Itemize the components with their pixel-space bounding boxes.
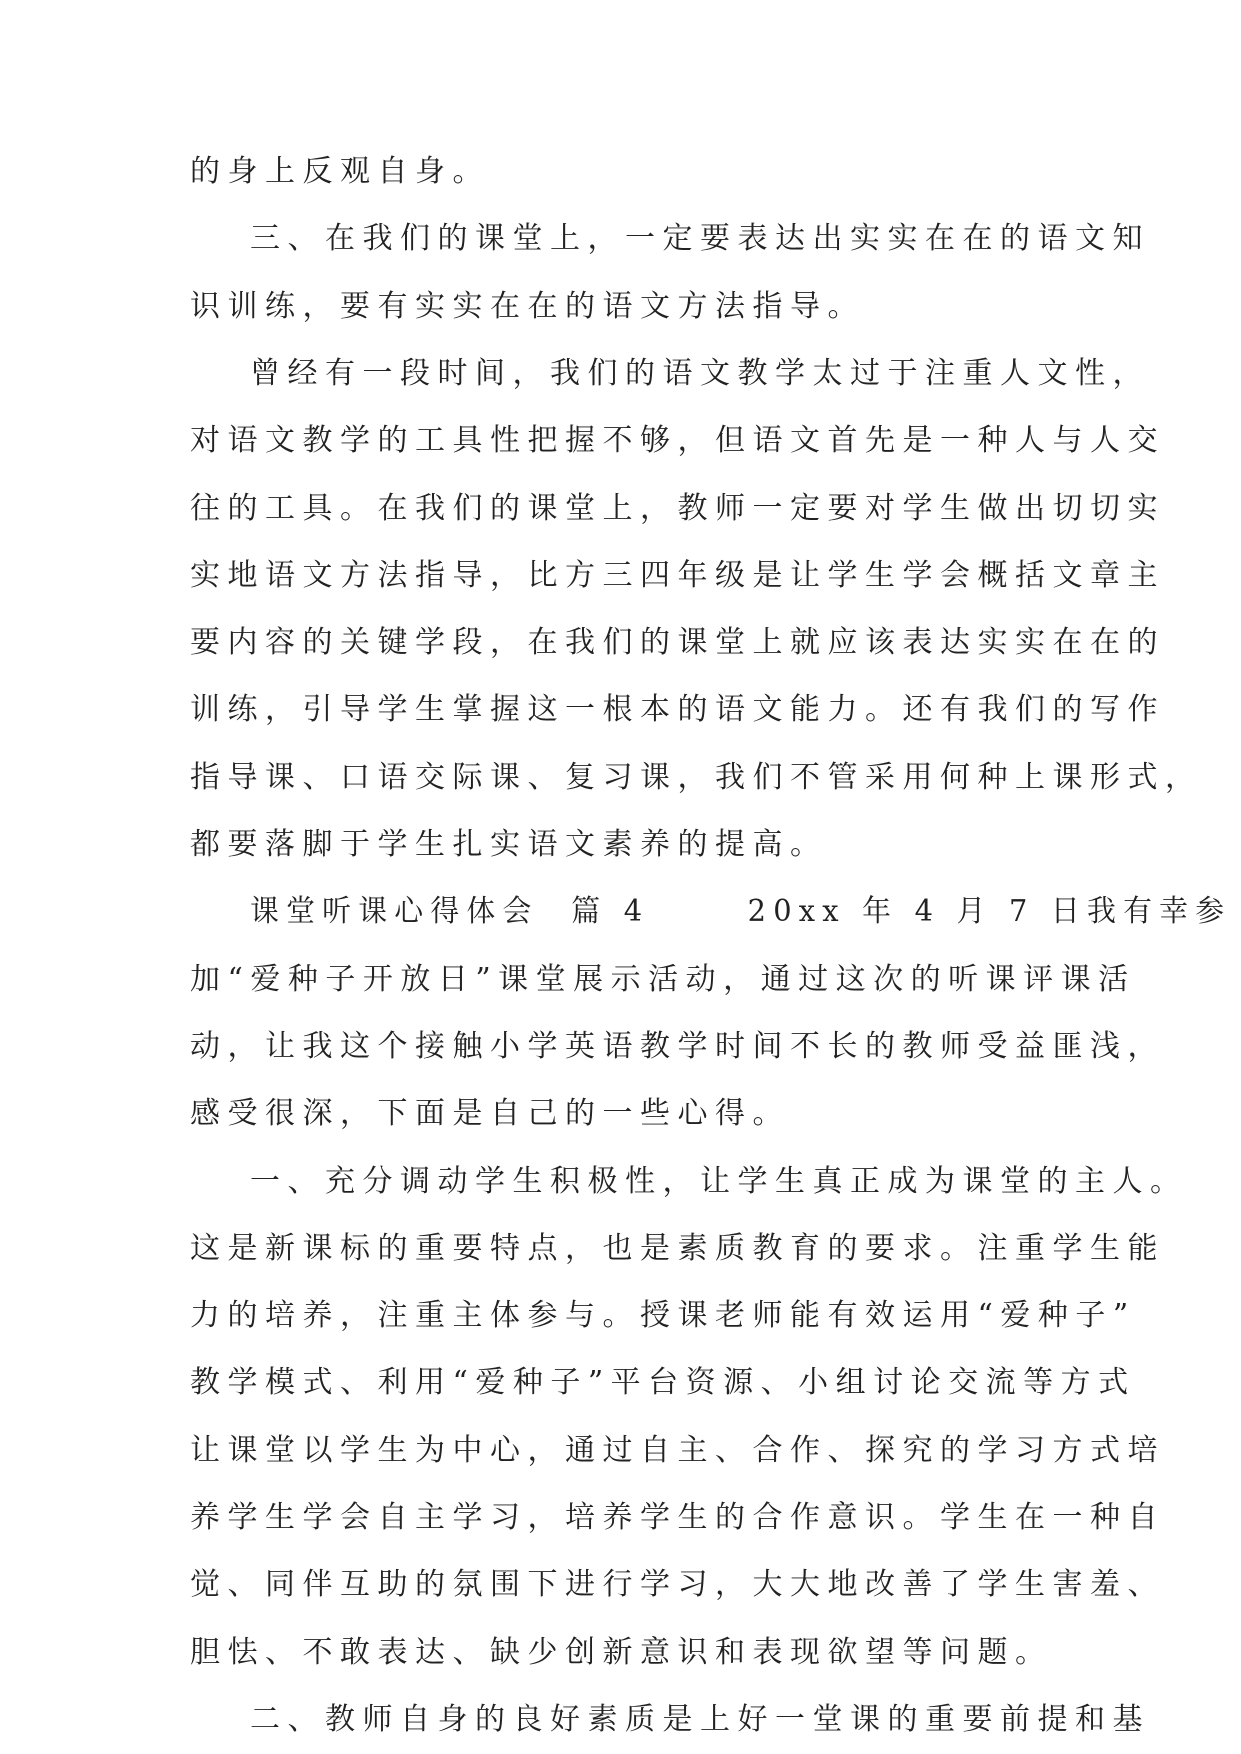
text-line: 要内容的关键学段，在我们的课堂上就应该表达实实在在的 xyxy=(190,625,1165,661)
text-line: 课堂听课心得体会 篇 4 20xx 年 4 月 7 日我有幸参 xyxy=(250,894,1232,930)
text-line: 力的培养，注重主体参与。授课老师能有效运用“爱种子” xyxy=(190,1298,1136,1334)
text-line: 往的工具。在我们的课堂上，教师一定要对学生做出切切实 xyxy=(190,490,1165,526)
text-line: 这是新课标的重要特点，也是素质教育的要求。注重学生能 xyxy=(190,1230,1165,1266)
text-line: 三、在我们的课堂上，一定要表达出实实在在的语文知 xyxy=(250,221,1150,257)
text-line: 实地语文方法指导，比方三四年级是让学生学会概括文章主 xyxy=(190,557,1165,593)
text-line: 教学模式、利用“爱种子”平台资源、小组讨论交流等方式 xyxy=(190,1365,1136,1401)
text-line: 加“爱种子开放日”课堂展示活动，通过这次的听课评课活 xyxy=(190,961,1136,997)
text-line: 一、充分调动学生积极性，让学生真正成为课堂的主人。 xyxy=(250,1163,1188,1199)
text-line: 养学生学会自主学习，培养学生的合作意识。学生在一种自 xyxy=(190,1500,1165,1536)
text-line: 让课堂以学生为中心，通过自主、合作、探究的学习方式培 xyxy=(190,1432,1165,1468)
text-line: 觉、同伴互助的氛围下进行学习，大大地改善了学生害羞、 xyxy=(190,1567,1165,1603)
text-line: 都要落脚于学生扎实语文素养的提高。 xyxy=(190,827,828,863)
text-line: 的身上反观自身。 xyxy=(190,154,490,189)
text-line: 训练，引导学生掌握这一根本的语文能力。还有我们的写作 xyxy=(190,692,1165,728)
text-line: 二、教师自身的良好素质是上好一堂课的重要前提和基 xyxy=(250,1702,1150,1737)
text-line: 动，让我这个接触小学英语教学时间不长的教师受益匪浅， xyxy=(190,1028,1165,1064)
text-line: 指导课、口语交际课、复习课，我们不管采用何种上课形式， xyxy=(190,759,1203,795)
text-line: 感受很深，下面是自己的一些心得。 xyxy=(190,1096,790,1132)
text-line: 识训练，要有实实在在的语文方法指导。 xyxy=(190,288,865,324)
text-line: 曾经有一段时间，我们的语文教学太过于注重人文性， xyxy=(250,355,1150,391)
text-line: 胆怯、不敢表达、缺少创新意识和表现欲望等问题。 xyxy=(190,1634,1053,1670)
text-line: 对语文教学的工具性把握不够，但语文首先是一种人与人交 xyxy=(190,423,1165,459)
